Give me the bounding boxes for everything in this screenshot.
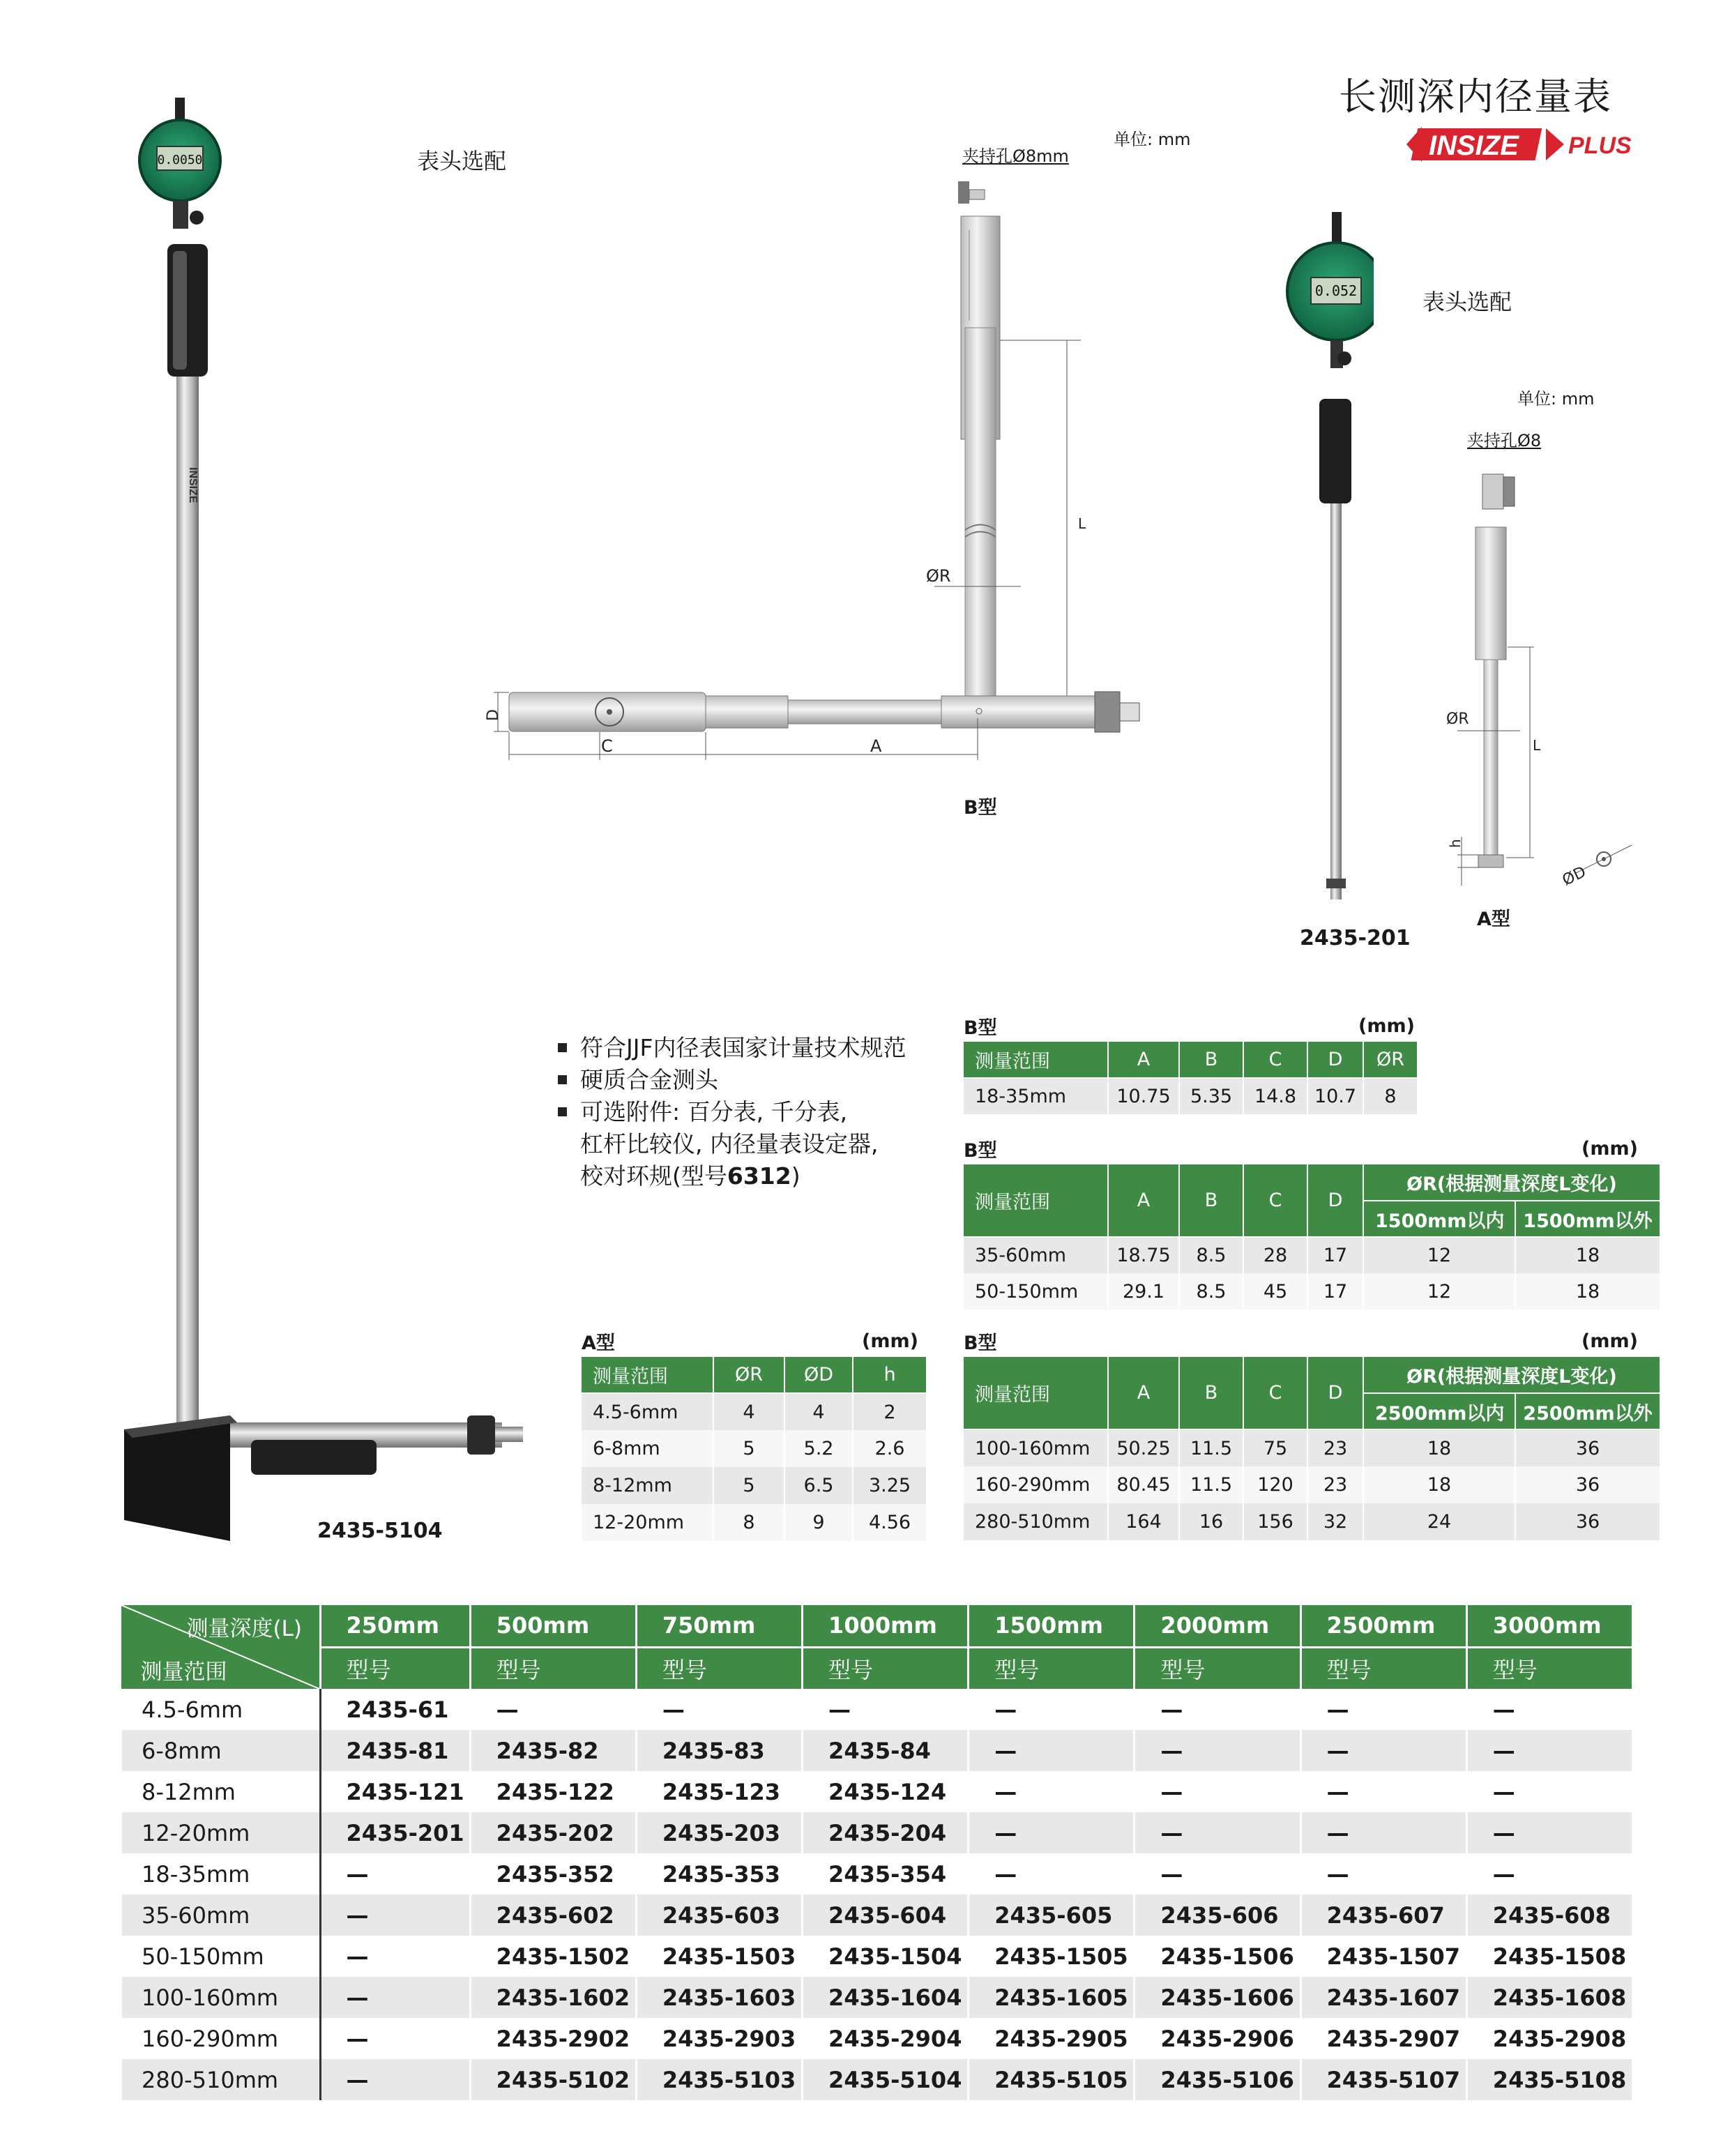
table-row: 35-60mm 18.75 8.5 28 17 12 18	[964, 1237, 1660, 1273]
range-cell: 4.5-6mm	[121, 1689, 321, 1730]
right-model-label: 2435-201	[1300, 926, 1411, 950]
model-cell: 2435-354	[803, 1853, 969, 1895]
table-row	[121, 1853, 1632, 1895]
model-cell: —	[1466, 1853, 1632, 1895]
model-cell: —	[1135, 1812, 1300, 1853]
range-cell: 12-20mm	[121, 1812, 321, 1853]
model-cell: —	[320, 1977, 470, 2018]
th: ØR	[1363, 1042, 1418, 1078]
model-cell: 2435-1606	[1135, 1977, 1300, 2018]
brand-logo	[1398, 123, 1635, 166]
model-cell: —	[1300, 1812, 1466, 1853]
table-row	[121, 2059, 1632, 2100]
model-cell: 2435-1502	[470, 1936, 636, 1977]
right-product-image	[1276, 209, 1374, 899]
range-cell: 280-510mm	[121, 2059, 321, 2100]
model-cell: —	[1466, 1689, 1632, 1730]
a-dim-d-label: ØD	[1559, 863, 1589, 890]
depth-header: 3000mm	[1466, 1605, 1632, 1647]
model-cell: —	[969, 1853, 1135, 1895]
model-cell: —	[320, 2018, 470, 2059]
table-corner	[121, 1605, 321, 1689]
left-model-label: 2435-5104	[317, 1519, 443, 1543]
depth-header: 750mm	[636, 1605, 802, 1647]
table-a-unit: (mm)	[862, 1330, 918, 1352]
model-subheader: 型号	[320, 1647, 470, 1689]
range-cell: 100-160mm	[121, 1977, 321, 2018]
model-subheader: 型号	[1135, 1647, 1300, 1689]
model-cell: 2435-602	[470, 1895, 636, 1936]
a-type-label: A型	[1477, 909, 1510, 930]
model-cell: 2435-2904	[803, 2018, 969, 2059]
model-cell: —	[636, 1689, 802, 1730]
left-dial-display: 0.0050	[157, 153, 203, 167]
table-row: 160-290mm 80.45 11.5 120 23 18 36	[964, 1466, 1660, 1503]
model-cell: —	[1300, 1771, 1466, 1812]
model-cell: 2435-5104	[803, 2059, 969, 2100]
model-cell: 2435-124	[803, 1771, 969, 1812]
table-b2-caption: B型	[964, 1140, 997, 1162]
table-b1-unit: (mm)	[1358, 1015, 1415, 1037]
table-b1-caption: B型	[964, 1017, 997, 1039]
model-subheader: 型号	[969, 1647, 1135, 1689]
model-cell: 2435-5105	[969, 2059, 1135, 2100]
table-a-caption: A型	[582, 1333, 615, 1354]
table-row: 8-12mm 5 6.5 3.25	[582, 1467, 927, 1504]
b-clamp-hole-label: 夹持孔Ø8mm	[962, 146, 1069, 166]
model-cell: —	[470, 1689, 636, 1730]
th: D	[1307, 1042, 1363, 1078]
model-cell: 2435-1608	[1466, 1977, 1632, 2018]
table-b2: 测量范围 A B C D ØR(根据测量深度L变化) 1500mm以内 1500mm以外 35-60mm 18.75 8.5 28 17 12 18 50-150mm 29.1 8.5 45 17 12 18	[964, 1164, 1661, 1309]
table-row: 50-150mm 29.1 8.5 45 17 12 18	[964, 1273, 1660, 1309]
model-subheader: 型号	[1466, 1647, 1632, 1689]
table-row	[121, 1730, 1632, 1771]
depth-header: 500mm	[470, 1605, 636, 1647]
model-cell: —	[1466, 1730, 1632, 1771]
model-cell: —	[1135, 1730, 1300, 1771]
model-cell: 2435-1607	[1300, 1977, 1466, 2018]
depth-header: 2000mm	[1135, 1605, 1300, 1647]
table-b3: 测量范围 A B C D ØR(根据测量深度L变化) 2500mm以内 2500mm以外 100-160mm 50.25 11.5 75 23 18 36 160-290mm 80.45 11.5 120 23 18 36 280-510mm 164 16 156 32 24 36	[964, 1357, 1661, 1540]
model-cell: —	[320, 2059, 470, 2100]
th: C	[1243, 1042, 1307, 1078]
model-cell: 2435-204	[803, 1812, 969, 1853]
dim-c-label: C	[601, 736, 613, 756]
model-cell: 2435-1604	[803, 1977, 969, 2018]
range-cell: 8-12mm	[121, 1771, 321, 1812]
range-cell: 35-60mm	[121, 1895, 321, 1936]
dim-l-label: L	[1078, 515, 1086, 532]
dim-r-label: ØR	[926, 566, 951, 586]
model-cell: 2435-2906	[1135, 2018, 1300, 2059]
depth-header: 2500mm	[1300, 1605, 1466, 1647]
model-cell: —	[1466, 1812, 1632, 1853]
model-cell: 2435-84	[803, 1730, 969, 1771]
model-cell: —	[969, 1689, 1135, 1730]
model-cell: 2435-121	[320, 1771, 470, 1812]
model-cell: 2435-82	[470, 1730, 636, 1771]
model-cell: 2435-2903	[636, 2018, 802, 2059]
a-dim-h-label: h	[1447, 839, 1464, 848]
model-cell: —	[1135, 1853, 1300, 1895]
a-type-drawing	[1436, 432, 1646, 920]
a-dim-l-label: L	[1533, 737, 1541, 754]
model-subheader: 型号	[803, 1647, 969, 1689]
model-cell: 2435-607	[1300, 1895, 1466, 1936]
model-cell: 2435-2907	[1300, 2018, 1466, 2059]
model-cell: 2435-1605	[969, 1977, 1135, 2018]
model-cell: —	[1466, 1771, 1632, 1812]
b-type-label: B型	[964, 797, 997, 819]
model-cell: 2435-2902	[470, 2018, 636, 2059]
model-cell: —	[1300, 1730, 1466, 1771]
model-cell: —	[320, 1936, 470, 1977]
th: B	[1179, 1042, 1243, 1078]
svg-text:INSIZE: INSIZE	[187, 467, 199, 503]
right-head-label: 表头选配	[1422, 289, 1512, 315]
table-row	[121, 1936, 1632, 1977]
model-cell: 2435-352	[470, 1853, 636, 1895]
model-cell: —	[969, 1812, 1135, 1853]
range-cell: 160-290mm	[121, 2018, 321, 2059]
model-cell: 2435-604	[803, 1895, 969, 1936]
depth-header: 250mm	[320, 1605, 470, 1647]
model-subheader: 型号	[636, 1647, 802, 1689]
brand-name: INSIZE	[1429, 130, 1519, 161]
table-b2-unit: (mm)	[1581, 1138, 1638, 1160]
feature-item-continued: 校对环规(型号6312)	[580, 1162, 800, 1190]
model-cell: —	[1135, 1771, 1300, 1812]
dim-a-label: A	[870, 736, 882, 756]
model-cell: 2435-1505	[969, 1936, 1135, 1977]
table-row	[121, 1771, 1632, 1812]
model-cell: 2435-1603	[636, 1977, 802, 2018]
model-cell: 2435-606	[1135, 1895, 1300, 1936]
model-cell: —	[1300, 1689, 1466, 1730]
b-type-drawing	[481, 119, 1192, 830]
model-cell: 2435-353	[636, 1853, 802, 1895]
model-subheader: 型号	[470, 1647, 636, 1689]
right-dial-display: 0.052	[1314, 282, 1358, 299]
model-subheader: 型号	[1300, 1647, 1466, 1689]
feature-item: 可选附件: 百分表, 千分表,	[558, 1096, 906, 1128]
model-cell: 2435-83	[636, 1730, 802, 1771]
table-row: 18-35mm 10.75 5.35 14.8 10.7 8	[964, 1078, 1418, 1114]
model-cell: 2435-61	[320, 1689, 470, 1730]
table-row: 280-510mm 164 16 156 32 24 36	[964, 1503, 1660, 1540]
model-cell: 2435-202	[470, 1812, 636, 1853]
corner-range-label: 测量范围	[140, 1660, 227, 1685]
model-cell: 2435-608	[1466, 1895, 1632, 1936]
model-cell: 2435-1508	[1466, 1936, 1632, 1977]
table-row: 4.5-6mm 4 4 2	[582, 1393, 927, 1430]
corner-depth-label: 测量深度(L)	[186, 1616, 302, 1641]
table-row	[121, 1812, 1632, 1853]
model-cell: 2435-123	[636, 1771, 802, 1812]
model-cell: 2435-5106	[1135, 2059, 1300, 2100]
table-row	[121, 1689, 1632, 1730]
a-clamp-hole-label: 夹持孔Ø8	[1467, 431, 1542, 450]
range-cell: 50-150mm	[121, 1936, 321, 1977]
left-head-label: 表头选配	[417, 148, 507, 174]
model-cell: 2435-1504	[803, 1936, 969, 1977]
model-cell: 2435-5102	[470, 2059, 636, 2100]
th: A	[1108, 1042, 1179, 1078]
model-cell: 2435-1507	[1300, 1936, 1466, 1977]
model-cell: —	[1135, 1689, 1300, 1730]
feature-item: 硬质合金测头	[558, 1064, 906, 1096]
model-cell: —	[1300, 1853, 1466, 1895]
model-cell: —	[969, 1771, 1135, 1812]
model-cell: 2435-201	[320, 1812, 470, 1853]
model-cell: —	[320, 1895, 470, 1936]
table-row: 12-20mm 8 9 4.56	[582, 1504, 927, 1541]
table-row	[121, 1895, 1632, 1936]
table-row: 100-160mm 50.25 11.5 75 23 18 36	[964, 1429, 1660, 1466]
model-table	[120, 1605, 1632, 2100]
table-row: 6-8mm 5 5.2 2.6	[582, 1430, 927, 1467]
th: 测量范围	[964, 1042, 1108, 1078]
model-cell: 2435-1503	[636, 1936, 802, 1977]
dim-d-label: D	[485, 709, 502, 721]
table-row	[121, 1977, 1632, 2018]
feature-list	[558, 1032, 906, 1192]
table-a: 测量范围 ØR ØD h 4.5-6mm 4 4 2 6-8mm 5 5.2 2.6 8-12mm 5 6.5 3.25 12-20mm 8 9 4.56	[582, 1357, 927, 1541]
model-cell: 2435-605	[969, 1895, 1135, 1936]
model-cell: 2435-2905	[969, 2018, 1135, 2059]
feature-item-continued: 杠杆比较仪, 内径量表设定器,	[580, 1130, 879, 1157]
model-cell: 2435-1602	[470, 1977, 636, 2018]
brand-suffix: PLUS	[1568, 132, 1632, 159]
table-b1	[964, 1042, 1418, 1114]
model-cell: 2435-5108	[1466, 2059, 1632, 2100]
model-cell: 2435-2908	[1466, 2018, 1632, 2059]
a-dim-r-label: ØR	[1446, 711, 1469, 728]
table-b3-unit: (mm)	[1581, 1330, 1638, 1352]
range-cell: 6-8mm	[121, 1730, 321, 1771]
model-cell: 2435-5103	[636, 2059, 802, 2100]
model-cell: 2435-203	[636, 1812, 802, 1853]
depth-header: 1500mm	[969, 1605, 1135, 1647]
a-drawing-unit: 单位: mm	[1517, 389, 1595, 409]
model-cell: —	[803, 1689, 969, 1730]
b-drawing-unit: 单位: mm	[1114, 130, 1191, 149]
model-cell: 2435-603	[636, 1895, 802, 1936]
model-cell: —	[320, 1853, 470, 1895]
range-cell: 18-35mm	[121, 1853, 321, 1895]
table-row	[121, 2018, 1632, 2059]
model-cell: 2435-5107	[1300, 2059, 1466, 2100]
page-title: 长测深内径量表	[1339, 75, 1612, 119]
model-cell: 2435-122	[470, 1771, 636, 1812]
depth-header: 1000mm	[803, 1605, 969, 1647]
table-b3-caption: B型	[964, 1333, 997, 1354]
model-cell: 2435-1506	[1135, 1936, 1300, 1977]
model-cell: —	[969, 1730, 1135, 1771]
feature-item: 符合JJF内径表国家计量技术规范	[558, 1032, 906, 1064]
model-cell: 2435-81	[320, 1730, 470, 1771]
